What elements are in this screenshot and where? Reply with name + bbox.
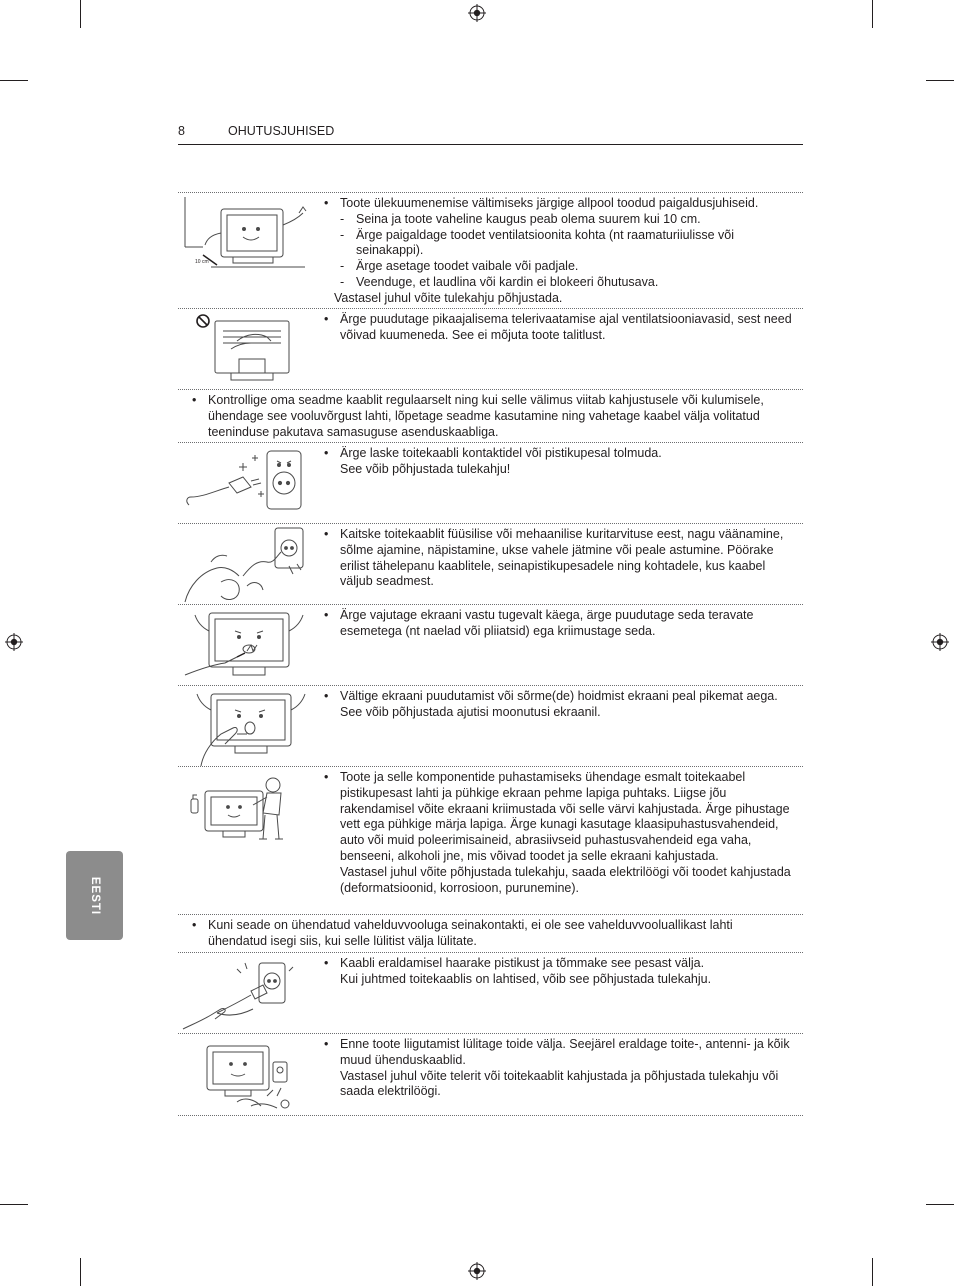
item-text: • Toote ülekuumenemise vältimiseks järgige allpool toodud paigaldusjuhiseid. <box>324 196 794 212</box>
move-tv-illustration <box>181 1036 311 1112</box>
tv-wall-distance-illustration <box>181 195 311 275</box>
page-header <box>178 122 803 145</box>
item-text: • Ärge laske toitekaabli kontaktidel või pistikupesal tolmuda. <box>324 446 794 462</box>
item-text: • Vältige ekraani puudutamist või sõrme(de) hoidmist ekraani peal pikemat aega. See võib põhjustada ajutisi moonutusi ekraanil. <box>324 689 794 721</box>
safety-item <box>178 914 803 953</box>
safety-item <box>178 604 803 686</box>
item-note: Kui juhtmed toitekaablis on lahtised, võib see põhjustada tulekahju. <box>340 971 712 986</box>
registration-mark-icon <box>5 633 23 651</box>
safety-item <box>178 192 803 309</box>
item-subpoint: - Veenduge, et laudlina või kardin ei blokeeri õhutusava. <box>324 275 794 291</box>
language-tab <box>66 851 123 940</box>
dusty-plug-illustration <box>181 445 311 521</box>
item-text: • Kaitske toitekaablit füüsilise või mehaanilise kuritarvituse eest, nagu väänamine, sõlme ajamine, näpistamine, ukse vahele jätmine või peale astumine. Pöörake erilist tähelepanu kaablitele, seinapistikupesadele ning kohtadele, kus kaabel väljub seadmest. <box>324 527 794 590</box>
crop-mark <box>872 0 873 28</box>
safety-item <box>178 1033 803 1116</box>
safety-item <box>178 766 803 915</box>
crop-mark <box>0 1204 28 1205</box>
item-text: • Kontrollige oma seadme kaablit regulaarselt ning kui selle välimus viitab kahjustusele või kulumisele, ühendage see vooluvõrgust lahti, lõpetage seadme kasutamine ning vahetage kaabel välja volitatud teeninduse pakutava samasuguse asenduskaabliga. <box>192 393 782 440</box>
cable-abuse-illustration <box>181 526 311 606</box>
item-text: • Enne toote liigutamist lülitage toide välja. Seejärel eraldage toite-, antenni- ja kõik muud ühenduskaablid. <box>324 1037 794 1069</box>
item-text: • Ärge vajutage ekraani vastu tugevalt käega, ärge puudutage seda teravate esemetega (nt naelad või pliiatsid) ega kriimustage seda. <box>324 608 794 640</box>
item-note: Vastasel juhul võite põhjustada tulekahju, saada elektrilöögi või toodet kahjustada (deformatsioonid, korrosioon, purunemine). <box>340 864 791 895</box>
item-note: See võib põhjustada tulekahju! <box>340 461 511 476</box>
screen-touch-illustration <box>181 688 311 766</box>
crop-mark <box>926 80 954 81</box>
item-text: • Ärge puudutage pikaajalisema telerivaatamise ajal ventilatsiooniavasid, sest need võivad kuumeneda. See ei mõjuta toote talitlust. <box>324 312 794 344</box>
item-subpoint: - Ärge asetage toodet vaibale või padjale. <box>324 259 794 275</box>
item-text: • Toote ja selle komponentide puhastamiseks ühendage esmalt toitekaabel pistikupesast lahti ja pühkige ekraan pehme lapiga puhtaks. Liigse jõu rakendamisel võite ekraani kriimustada või selle värvi kahjustada. Ärge pihustage vett ega pühkige märja lapiga. Ärge kunagi kasutage klaasipuhastusvahendeid, auto või muid poleerimisaineid, abrasiivseid puhastusvahendeid ega vaha, benseeni, alkoholi jne, mis võivad toodet ja selle ekraani kahjustada. <box>324 770 794 865</box>
screen-scratch-illustration <box>181 607 311 685</box>
crop-mark <box>0 80 28 81</box>
crop-mark <box>872 1258 873 1286</box>
safety-item <box>178 308 803 390</box>
registration-mark-icon <box>931 633 949 651</box>
unplug-illustration <box>181 955 311 1033</box>
safety-item <box>178 442 803 524</box>
registration-mark-icon <box>468 4 486 22</box>
item-text: • Kuni seade on ühendatud vahelduvvooluga seinakontakti, ei ole see vahelduvvooluallikast lahti ühendatud isegi siis, kui selle lülitist välja lülitate. <box>192 918 782 950</box>
registration-mark-icon <box>468 1262 486 1280</box>
page-number: 8 <box>178 124 185 138</box>
crop-mark <box>80 0 81 28</box>
item-note: Vastasel juhul võite telerit või toitekaablit kahjustada ja põhjustada tulekahju või saada elektrilöögi. <box>340 1068 779 1099</box>
tv-vents-illustration <box>181 311 311 387</box>
language-tab-label: EESTI <box>88 876 101 915</box>
crop-mark <box>926 1204 954 1205</box>
item-subpoint: - Ärge paigaldage toodet ventilatsioonita kohta (nt raamaturiiulisse või seinakappi). <box>324 228 794 260</box>
item-text: • Kaabli eraldamisel haarake pistikust ja tõmmake see pesast välja. <box>324 956 794 972</box>
safety-item <box>178 523 803 605</box>
safety-item <box>178 685 803 767</box>
cleaning-illustration <box>181 769 311 845</box>
crop-mark <box>80 1258 81 1286</box>
item-note: Vastasel juhul võite tulekahju põhjustada. <box>334 290 563 305</box>
safety-item <box>178 952 803 1034</box>
safety-item <box>178 389 803 443</box>
section-title: OHUTUSJUHISED <box>228 124 335 138</box>
item-subpoint: - Seina ja toote vaheline kaugus peab olema suurem kui 10 cm. <box>324 212 794 228</box>
distance-label: 10 cm <box>195 259 209 265</box>
